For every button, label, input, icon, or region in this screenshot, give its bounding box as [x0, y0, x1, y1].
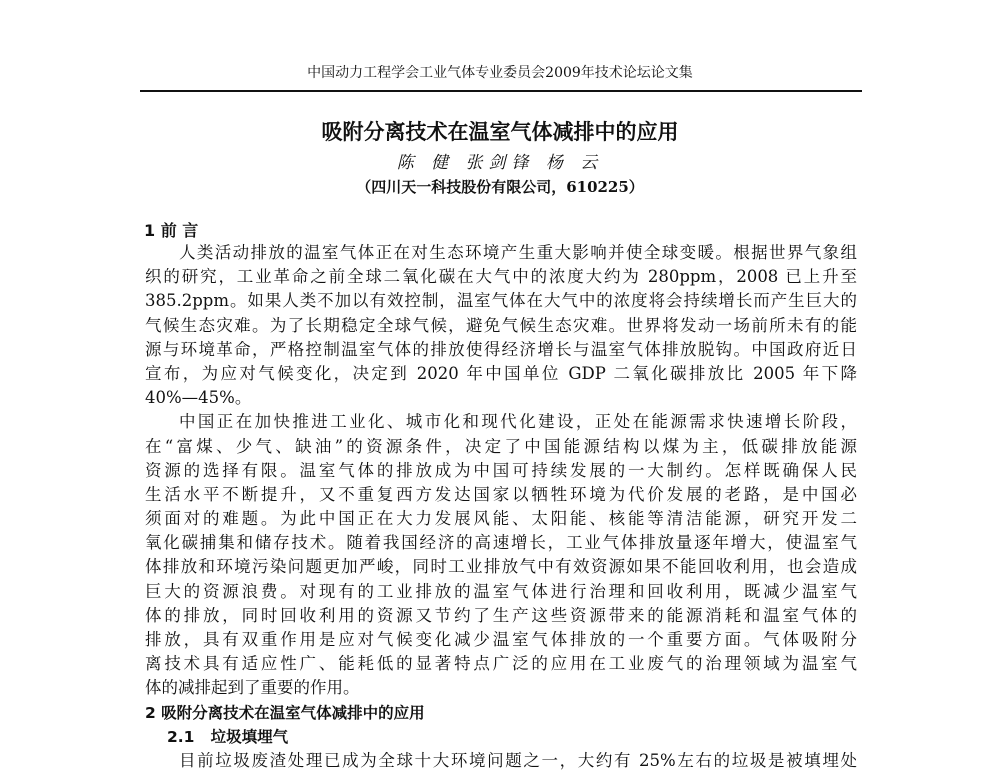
text-line: 人类活动排放的温室气体正在对生态环境产生重大影响并使全球变暖。根据世界气象组 [179, 243, 857, 262]
text-line: 排放，具有双重作用是应对气候变化减少温室气体排放的一个重要方面。气体吸附分 [145, 630, 857, 649]
text-line: 须面对的难题。为此中国正在大力发展风能、太阳能、核能等清洁能源，研究开发二 [145, 509, 857, 529]
section-heading-1: 1 前 言 [144, 221, 199, 240]
text-line: 巨大的资源浪费。对现有的工业排放的温室气体进行治理和回收利用，既减少温室气 [145, 581, 857, 601]
text-line: 源与环境革命，严格控制温室气体的排放使得经济增长与温室气体排放脱钩。中国政府近日 [145, 339, 857, 359]
section-heading-2-1: 2.1 垃圾填埋气 [167, 727, 289, 746]
text-line: 资源的选择有限。温室气体的排放成为中国可持续发展的一大制约。怎样既确保人民 [145, 460, 857, 480]
text-line: 氧化碳捕集和储存技术。随着我国经济的高速增长，工业气体排放量逐年增大，使温室气 [145, 533, 857, 553]
text-line: 宣布，为应对气候变化，决定到 2020 年中国单位 GDP 二氧化碳排放比 2005 年下降 [145, 363, 857, 383]
authors: 陈 健 张剑锋 杨 云 [396, 153, 604, 173]
paper-title: 吸附分离技术在温室气体减排中的应用 [321, 120, 679, 144]
paragraph-2 [145, 410, 857, 700]
text-line: 生活水平不断提升，又不重复西方发达国家以牺牲环境为代价发展的老路，是中国必 [145, 484, 857, 504]
text-line: 离技术具有适应性广、能耗低的显著特点广泛的应用在工业废气的治理领域为温室气 [145, 654, 857, 674]
text-line: 目前垃圾废渣处理已成为全球十大环境问题之一，大约有 25%左右的垃圾是被填埋处 [179, 750, 857, 770]
text-line: 体排放和环境污染问题更加严峻，同时工业排放气中有效资源如果不能回收利用，也会造成 [145, 557, 857, 577]
text-line: 40%—45%。 [145, 388, 252, 408]
section-heading-2: 2 吸附分离技术在温室气体减排中的应用 [145, 703, 425, 722]
text-line: 体的减排起到了重要的作用。 [145, 678, 360, 698]
text-line: 在“富煤、少气、缺油”的资源条件，决定了中国能源结构以煤为主，低碳排放能源 [145, 436, 857, 456]
affiliation: （四川天一科技股份有限公司，610225） [356, 178, 644, 196]
text-line: 中国正在加快推进工业化、城市化和现代化建设，正处在能源需求快速增长阶段， [179, 412, 857, 432]
text-line: 织的研究，工业革命之前全球二氧化碳在大气中的浓度大约为 280ppm，2008 已上升至 [145, 267, 857, 287]
text-line: 气候生态灾难。为了长期稳定全球气候，避免气候生态灾难。世界将发动一场前所未有的能 [145, 315, 857, 335]
paragraph-1 [145, 241, 857, 410]
text-line: 体的排放，同时回收利用的资源又节约了生产这些资源带来的能源消耗和温室气体的 [145, 605, 857, 625]
running-header: 中国动力工程学会工业气体专业委员会2009年技术论坛论文集 [307, 65, 693, 81]
body-text [145, 241, 857, 773]
text-line: 385.2ppm。如果人类不加以有效控制，温室气体在大气中的浓度将会持续增长而产生巨大的 [145, 291, 857, 311]
header-rule [140, 90, 862, 92]
paragraph-3 [145, 749, 857, 773]
